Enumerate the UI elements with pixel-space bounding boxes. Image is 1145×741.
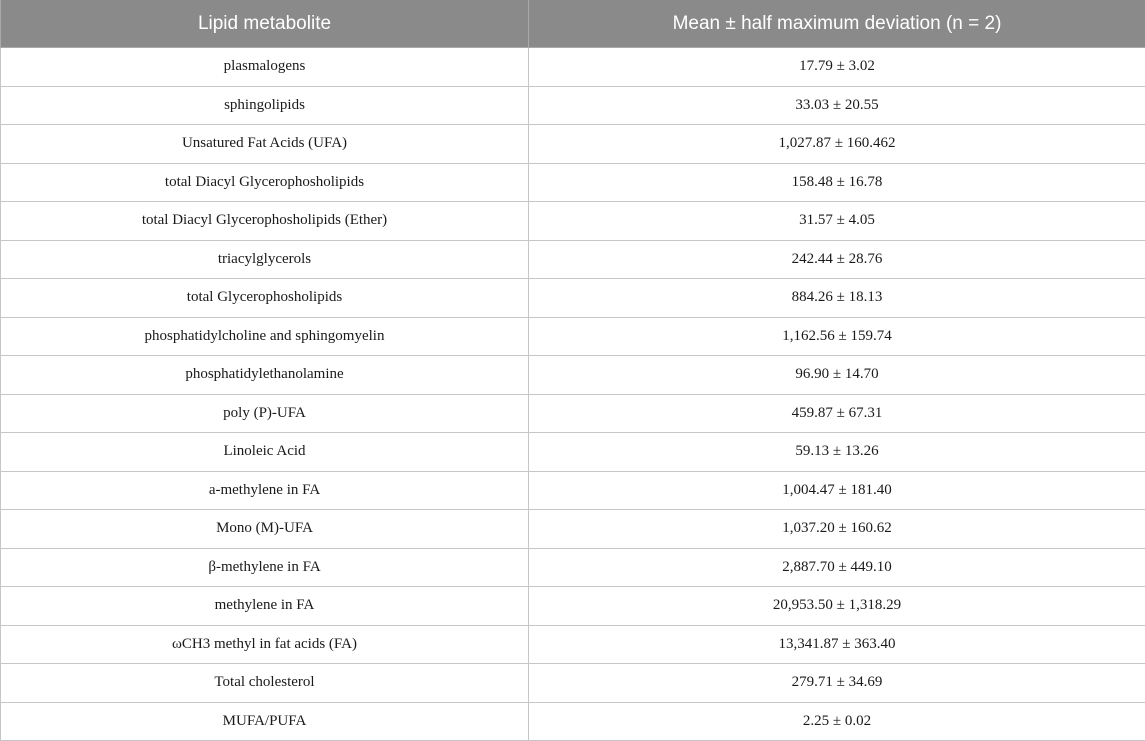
- metabolite-value: 31.57 ± 4.05: [529, 202, 1145, 241]
- table-row: [1, 664, 1145, 703]
- metabolite-value: 884.26 ± 18.13: [529, 279, 1145, 318]
- metabolite-value: 158.48 ± 16.78: [529, 163, 1145, 202]
- metabolite-name: MUFA/PUFA: [1, 702, 529, 741]
- table-row: [1, 510, 1145, 549]
- metabolite-value: 96.90 ± 14.70: [529, 356, 1145, 395]
- table-row: [1, 394, 1145, 433]
- table-row: [1, 433, 1145, 472]
- metabolite-name: total Glycerophosholipids: [1, 279, 529, 318]
- table-row: [1, 356, 1145, 395]
- table-row: [1, 587, 1145, 626]
- metabolite-value: 20,953.50 ± 1,318.29: [529, 587, 1145, 626]
- metabolite-name: Total cholesterol: [1, 664, 529, 703]
- metabolite-value: 1,004.47 ± 181.40: [529, 471, 1145, 510]
- metabolite-value: 242.44 ± 28.76: [529, 240, 1145, 279]
- metabolite-value: 13,341.87 ± 363.40: [529, 625, 1145, 664]
- header-row: [1, 0, 1145, 48]
- metabolite-name: plasmalogens: [1, 48, 529, 87]
- table-row: [1, 202, 1145, 241]
- metabolite-name: triacylglycerols: [1, 240, 529, 279]
- metabolite-value: 459.87 ± 67.31: [529, 394, 1145, 433]
- metabolite-name: a-methylene in FA: [1, 471, 529, 510]
- table-row: [1, 125, 1145, 164]
- metabolite-name: total Diacyl Glycerophosholipids (Ether): [1, 202, 529, 241]
- metabolite-value: 1,037.20 ± 160.62: [529, 510, 1145, 549]
- table-row: [1, 548, 1145, 587]
- header-lipid-metabolite: Lipid metabolite: [1, 0, 529, 48]
- table-row: [1, 279, 1145, 318]
- metabolite-name: Unsatured Fat Acids (UFA): [1, 125, 529, 164]
- metabolite-name: poly (P)-UFA: [1, 394, 529, 433]
- metabolite-value: 17.79 ± 3.02: [529, 48, 1145, 87]
- metabolite-name: sphingolipids: [1, 86, 529, 125]
- table-row: [1, 702, 1145, 741]
- metabolite-name: methylene in FA: [1, 587, 529, 626]
- metabolite-name: phosphatidylcholine and sphingomyelin: [1, 317, 529, 356]
- metabolite-value: 1,027.87 ± 160.462: [529, 125, 1145, 164]
- header-mean-deviation: Mean ± half maximum deviation (n = 2): [529, 0, 1145, 48]
- table-row: [1, 163, 1145, 202]
- metabolite-value: 2,887.70 ± 449.10: [529, 548, 1145, 587]
- metabolite-name: β-methylene in FA: [1, 548, 529, 587]
- table-row: [1, 471, 1145, 510]
- metabolite-name: Linoleic Acid: [1, 433, 529, 472]
- table-row: [1, 625, 1145, 664]
- metabolite-value: 2.25 ± 0.02: [529, 702, 1145, 741]
- table-header: [1, 0, 1145, 48]
- metabolite-value: 33.03 ± 20.55: [529, 86, 1145, 125]
- metabolite-value: 59.13 ± 13.26: [529, 433, 1145, 472]
- table-row: [1, 48, 1145, 87]
- metabolite-name: total Diacyl Glycerophosholipids: [1, 163, 529, 202]
- metabolite-name: Mono (M)-UFA: [1, 510, 529, 549]
- metabolite-value: 279.71 ± 34.69: [529, 664, 1145, 703]
- metabolite-name: phosphatidylethanolamine: [1, 356, 529, 395]
- metabolite-value: 1,162.56 ± 159.74: [529, 317, 1145, 356]
- table-body: [1, 48, 1145, 741]
- metabolite-name: ωCH3 methyl in fat acids (FA): [1, 625, 529, 664]
- table-row: [1, 86, 1145, 125]
- table-row: [1, 240, 1145, 279]
- table-row: [1, 317, 1145, 356]
